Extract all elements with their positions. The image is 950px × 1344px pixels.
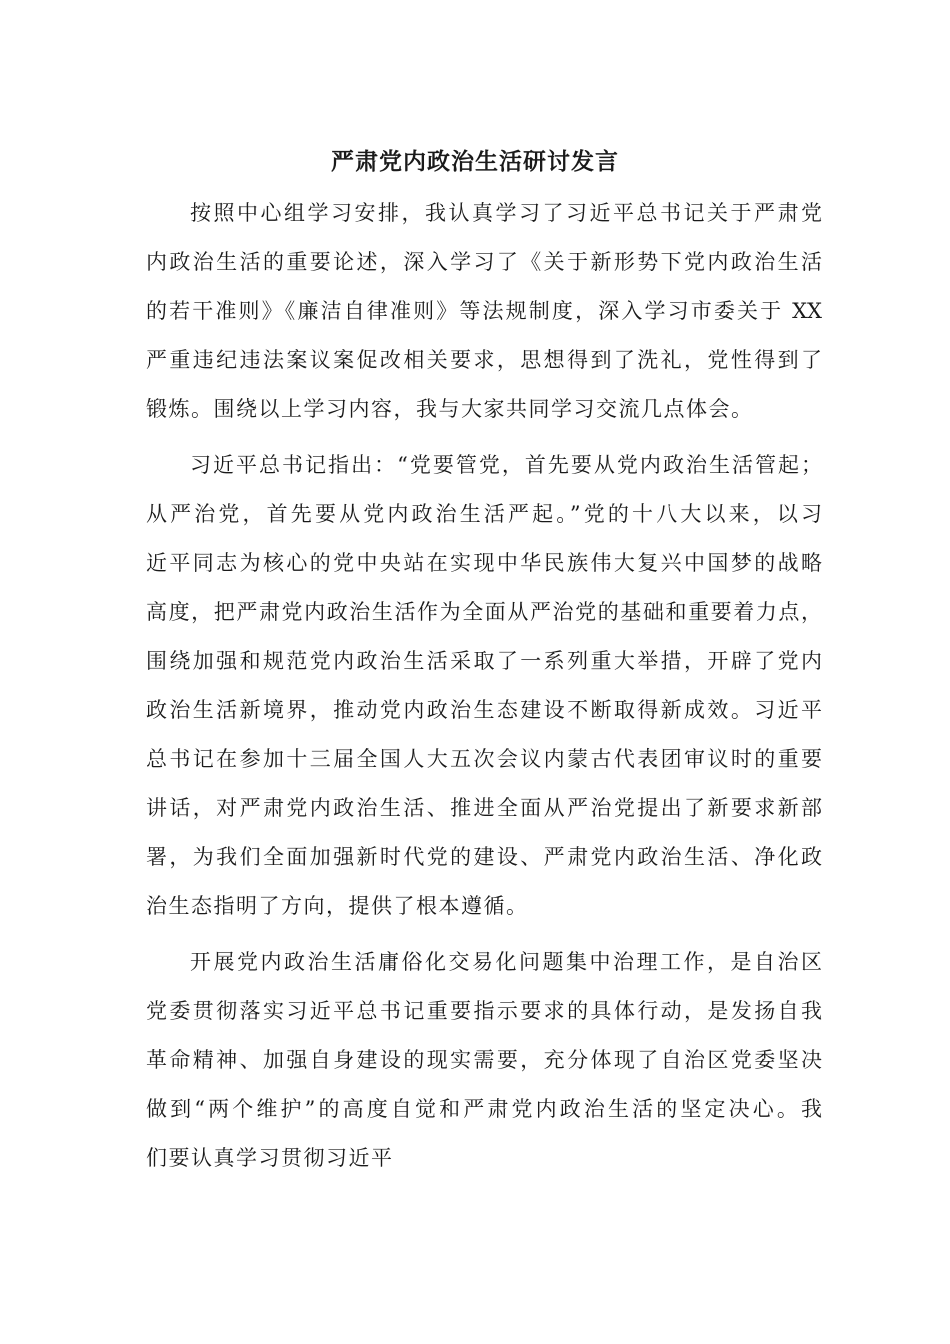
paragraph-line: 开展党内政治生活庸俗化交易化问题集中治理工作，是自治区 (190, 950, 822, 974)
paragraph-line: 的若干准则》《廉洁自律准则》等法规制度，深入学习市委关于 XX (146, 299, 822, 323)
paragraph-2 (146, 441, 822, 931)
paragraph-line: 做到“两个维护”的高度自觉和严肃党内政治生活的坚定决心。我 (146, 1097, 822, 1121)
paragraph-3 (146, 938, 822, 1183)
document-body (146, 189, 822, 1190)
paragraph-line: 们要认真学习贯彻习近平 (146, 1146, 394, 1170)
paragraph-line: 总书记在参加十三届全国人大五次会议内蒙古代表团审议时的重要 (146, 747, 822, 771)
paragraph-line: 从严治党，首先要从党内政治生活严起。”党的十八大以来，以习 (146, 502, 822, 526)
paragraph-line: 锻炼。围绕以上学习内容，我与大家共同学习交流几点体会。 (146, 397, 754, 421)
paragraph-line: 政治生活新境界，推动党内政治生态建设不断取得新成效。习近平 (146, 698, 822, 722)
paragraph-line: 党委贯彻落实习近平总书记重要指示要求的具体行动，是发扬自我 (146, 999, 822, 1023)
document-title: 严肃党内政治生活研讨发言 (331, 148, 619, 175)
paragraph-line: 革命精神、加强自身建设的现实需要，充分体现了自治区党委坚决 (146, 1048, 822, 1072)
paragraph-1 (146, 189, 822, 434)
paragraph-line: 习近平总书记指出：“党要管党，首先要从党内政治生活管起； (190, 453, 822, 477)
paragraph-line: 高度，把严肃党内政治生活作为全面从严治党的基础和重要着力点， (146, 600, 822, 624)
paragraph-line: 治生态指明了方向，提供了根本遵循。 (146, 894, 529, 918)
paragraph-line: 近平同志为核心的党中央站在实现中华民族伟大复兴中国梦的战略 (146, 551, 822, 575)
paragraph-line: 严重违纪违法案议案促改相关要求，思想得到了洗礼，党性得到了 (146, 348, 822, 372)
paragraph-line: 讲话，对严肃党内政治生活、推进全面从严治党提出了新要求新部 (146, 796, 822, 820)
paragraph-line: 内政治生活的重要论述，深入学习了《关于新形势下党内政治生活 (146, 250, 822, 274)
paragraph-line: 按照中心组学习安排，我认真学习了习近平总书记关于严肃党 (190, 201, 822, 225)
paragraph-line: 围绕加强和规范党内政治生活采取了一系列重大举措，开辟了党内 (146, 649, 822, 673)
paragraph-line: 署，为我们全面加强新时代党的建设、严肃党内政治生活、净化政 (146, 845, 822, 869)
